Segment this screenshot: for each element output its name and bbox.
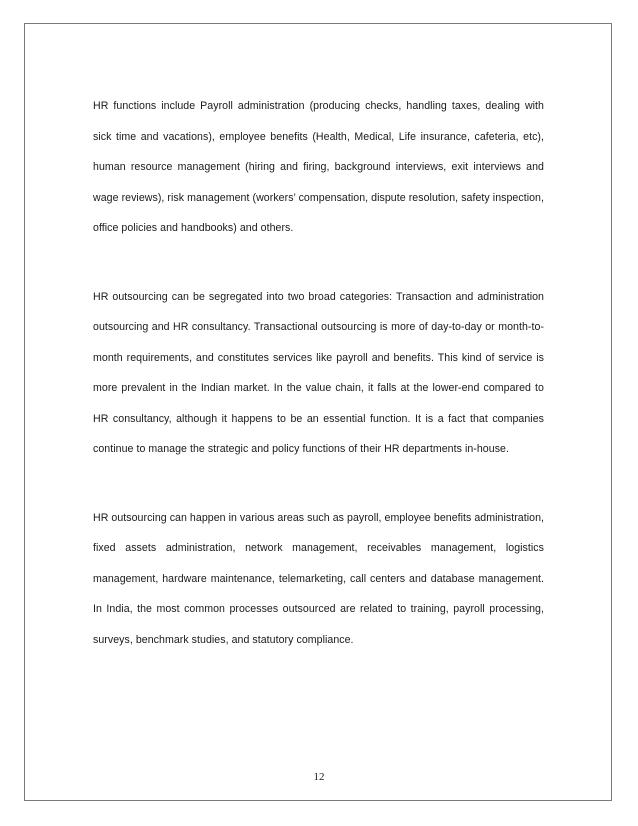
page-number: 12 (313, 771, 325, 783)
paragraph-hr-outsourcing-areas: HR outsourcing can happen in various areas such as payroll, employee benefits administration, fixed assets administration, network management, receivables management, logistics management, hardware maintenance, telemarketing, call centers and database management. In India, the most common processes outsourced are related to training, payroll processing, surveys, benchmark studies, and statutory compliance. (93, 511, 545, 646)
paragraph-hr-outsourcing-categories: HR outsourcing can be segregated into two broad categories: Transaction and administration outsourcing and HR consultancy. Transactional outsourcing is more of day-to-day or month-to-month requirements, and constitutes services like payroll and benefits. This kind of service is more prevalent in the Indian market. In the value chain, it falls at the lower-end compared to HR consultancy, although it happens to be an essential function. It is a fact that companies continue to manage the strategic and policy functions of their HR departments in-house. (93, 290, 544, 455)
page-content (93, 91, 544, 655)
paragraph-hr-functions: HR functions include Payroll administration (producing checks, handling taxes, dealing with sick time and vacations), employee benefits (Health, Medical, Life insurance, cafeteria, etc), human resource management (hiring and firing, background interviews, exit interviews and wage reviews), risk management (workers’ compensation, dispute resolution, safety inspection, office policies and handbooks) and others. (93, 100, 544, 234)
